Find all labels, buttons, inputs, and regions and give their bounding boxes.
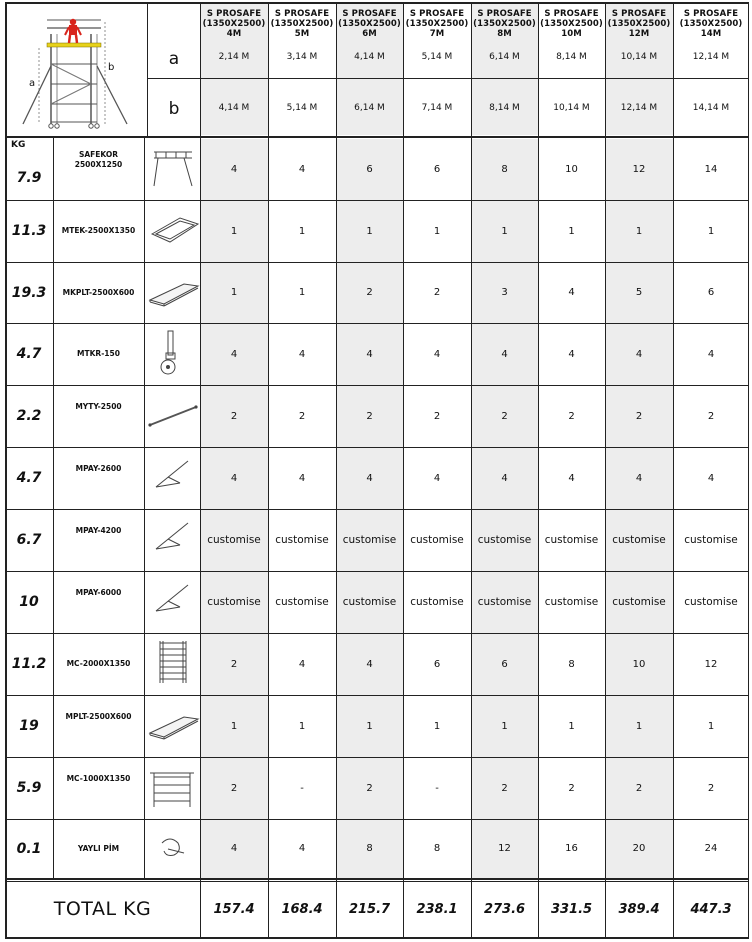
quantity-cell: 2 — [707, 782, 715, 794]
part-code — [53, 765, 144, 793]
quantity-cell: 4 — [230, 348, 238, 360]
quantity-cell: 4 — [230, 843, 238, 854]
total-column-line — [605, 880, 606, 938]
quantity-cell: customise — [342, 534, 397, 546]
column-header-line: (1350X2500) — [679, 19, 743, 29]
height-b-value: 8,14 M — [489, 103, 520, 113]
platform-frame-icon-svg — [146, 204, 200, 258]
header-column-line — [336, 2, 337, 136]
part-code — [53, 517, 144, 545]
quantity-cell: 4 — [433, 348, 441, 360]
quantity-cell: customise — [612, 596, 666, 608]
total-top-rule — [5, 878, 749, 880]
quantity-cell: 2 — [707, 410, 715, 422]
ladder-frame-icon-svg — [146, 637, 200, 691]
quantity-cell: 10 — [632, 658, 646, 670]
header-divider-diagram — [147, 2, 148, 136]
quantity-cell: 1 — [230, 720, 238, 732]
quantity-cell: 1 — [568, 225, 575, 237]
part-weight-kg: 7.9 — [16, 170, 42, 186]
quantity-cell: 4 — [501, 348, 508, 360]
row-line — [5, 819, 749, 820]
column-header-line: S PROSAFE — [544, 9, 599, 19]
platform-frame-icon — [146, 204, 200, 258]
part-code-line: MYTY-2500 — [75, 402, 122, 411]
header-column-line — [538, 2, 539, 136]
column-header-line: 5M — [294, 29, 310, 39]
column-header — [403, 5, 471, 43]
quantity-cell: customise — [342, 596, 397, 608]
height-b-value: 10,14 M — [553, 103, 590, 113]
quantity-cell: 2 — [501, 782, 508, 794]
part-code-line: YAYLI PİM — [77, 843, 120, 853]
part-code — [53, 455, 144, 483]
column-header-line: (1350X2500) — [202, 19, 266, 29]
row-line — [5, 200, 749, 201]
part-code-line: MC-1000X1350 — [66, 774, 131, 783]
column-header — [268, 5, 336, 43]
column-header-line: S PROSAFE — [477, 9, 532, 19]
part-code-line: MTEK-2500X1350 — [61, 226, 136, 235]
stabilizer-icon-svg — [146, 451, 200, 505]
column-header-line: 7M — [429, 29, 445, 39]
table-border-bottom — [5, 937, 749, 939]
quantity-cell: 14 — [704, 163, 718, 175]
column-header — [336, 5, 403, 43]
quantity-cell: 1 — [298, 720, 306, 732]
quantity-cell: 2 — [635, 782, 643, 794]
quantity-cell: 1 — [635, 720, 643, 732]
column-header-line: 6M — [362, 29, 377, 39]
quantity-cell: 1 — [707, 225, 715, 237]
quantity-cell: customise — [275, 596, 329, 608]
quantity-cell: 2 — [230, 410, 238, 422]
header-bottom-rule — [5, 136, 749, 138]
stabilizer-icon — [146, 575, 200, 629]
row-line — [5, 571, 749, 572]
quantity-cell: 6 — [433, 163, 441, 175]
part-code — [53, 262, 144, 323]
part-weight-kg: 5.9 — [16, 780, 42, 796]
height-b-value: 7,14 M — [421, 103, 453, 113]
data-column-line — [403, 138, 404, 878]
part-code — [53, 323, 144, 385]
column-header-line: S PROSAFE — [206, 9, 262, 19]
quantity-cell: 4 — [298, 658, 306, 670]
diagram-label-b: b — [108, 62, 115, 73]
row-line — [5, 447, 749, 448]
frame-with-guardrail-icon-svg — [146, 142, 200, 196]
part-code — [53, 819, 144, 878]
row-label-a: a — [168, 49, 180, 69]
quantity-cell: 8 — [366, 843, 373, 854]
row-line — [5, 385, 749, 386]
quantity-cell: 4 — [230, 163, 238, 175]
column-header-line: 12M — [628, 29, 650, 39]
header-column-line — [673, 2, 674, 136]
row-line — [5, 323, 749, 324]
total-kg-value: 331.5 — [550, 901, 593, 917]
total-kg-value: 215.7 — [348, 901, 391, 917]
quantity-cell: 1 — [707, 720, 715, 732]
quantity-cell: 2 — [568, 782, 575, 794]
data-column-line — [336, 138, 337, 878]
height-a-value: 2,14 M — [218, 52, 250, 62]
castor-wheel-icon — [146, 327, 200, 381]
part-code — [53, 633, 144, 695]
part-weight-kg: 0.1 — [16, 840, 42, 857]
frame-with-guardrail-icon — [146, 142, 200, 196]
height-b-value: 14,14 M — [692, 103, 730, 113]
part-code — [53, 200, 144, 262]
quantity-cell: 8 — [568, 658, 575, 670]
part-code-line: MKPLT-2500X600 — [62, 287, 135, 297]
part-weight-kg: 4.7 — [16, 346, 42, 362]
total-top-rule-inner — [5, 881, 749, 882]
quantity-cell: 1 — [568, 720, 575, 732]
total-kg-value: 157.4 — [213, 901, 255, 917]
stabilizer-icon-svg — [146, 513, 200, 567]
row-line — [5, 262, 749, 263]
total-kg-value: 238.1 — [416, 901, 458, 917]
quantity-cell: 4 — [230, 472, 238, 484]
header-column-line — [268, 2, 269, 136]
part-code — [53, 393, 144, 421]
quantity-cell: 8 — [433, 843, 441, 854]
quantity-cell: 1 — [433, 720, 441, 732]
quantity-cell: 4 — [635, 472, 643, 484]
quantity-cell: 1 — [230, 225, 238, 237]
column-header-line: 10M — [561, 29, 582, 39]
data-column-line — [268, 138, 269, 878]
quantity-cell: 12 — [704, 658, 718, 670]
short-frame-icon — [146, 761, 200, 815]
quantity-cell: 4 — [366, 348, 373, 360]
height-a-value: 10,14 M — [620, 52, 658, 62]
column-header-line: (1350X2500) — [607, 19, 671, 29]
quantity-cell: 2 — [433, 287, 441, 298]
part-weight-kg: 11.2 — [11, 656, 47, 672]
total-column-line — [471, 880, 472, 938]
total-column-line — [200, 880, 201, 938]
data-column-line — [471, 138, 472, 878]
quantity-cell: customise — [410, 596, 464, 608]
quantity-cell: 3 — [501, 287, 508, 298]
total-column-line — [538, 880, 539, 938]
quantity-cell: 4 — [635, 348, 643, 360]
quantity-cell: customise — [477, 534, 532, 546]
stabilizer-icon-svg — [146, 575, 200, 629]
column-header — [673, 5, 749, 43]
quantity-cell: 2 — [366, 782, 373, 794]
column-header-line: (1350X2500) — [405, 19, 469, 29]
table-border-left — [5, 2, 7, 938]
column-header — [200, 5, 268, 43]
column-header-line: S PROSAFE — [274, 9, 330, 19]
part-weight-kg: 10 — [19, 594, 39, 610]
row-label-b: b — [168, 99, 180, 119]
height-a-value: 6,14 M — [489, 52, 520, 62]
quantity-cell: - — [300, 782, 304, 794]
column-header-line: (1350X2500) — [540, 19, 603, 29]
part-code-line: MC-2000X1350 — [66, 659, 131, 668]
part-code — [53, 579, 144, 607]
quantity-cell: 1 — [433, 225, 441, 237]
part-code-line: 2500X1250 — [74, 160, 123, 169]
part-code-line: MTKR-150 — [77, 349, 120, 358]
height-a-value: 3,14 M — [286, 52, 318, 62]
quantity-cell: 4 — [707, 472, 715, 484]
part-code-line: MPAY-2600 — [75, 464, 122, 473]
column-header-line: (1350X2500) — [338, 19, 401, 29]
quantity-cell: 4 — [366, 658, 373, 670]
total-column-line — [336, 880, 337, 938]
code-column-line — [144, 138, 145, 878]
platform-board-icon-svg — [146, 266, 200, 319]
quantity-cell: 2 — [366, 410, 373, 422]
quantity-cell: 6 — [707, 287, 715, 298]
stabilizer-icon — [146, 451, 200, 505]
height-a-value: 12,14 M — [692, 52, 730, 62]
quantity-cell: customise — [544, 534, 599, 546]
total-kg-label: TOTAL KG — [53, 898, 152, 920]
platform-board-icon-svg — [146, 699, 200, 753]
row-line — [5, 509, 749, 510]
column-header-line: (1350X2500) — [473, 19, 536, 29]
quantity-cell: 4 — [568, 348, 575, 360]
quantity-cell: 5 — [635, 287, 643, 298]
column-header-line: S PROSAFE — [409, 9, 465, 19]
quantity-cell: 4 — [298, 472, 306, 484]
quantity-cell: 8 — [501, 163, 508, 175]
spring-pin-icon — [146, 823, 200, 874]
castor-wheel-icon-svg — [146, 327, 200, 381]
part-weight-kg: 4.7 — [16, 470, 42, 486]
quantity-cell: 1 — [501, 720, 508, 732]
spring-pin-icon-svg — [146, 823, 200, 874]
quantity-cell: 2 — [298, 410, 306, 422]
quantity-cell: 2 — [568, 410, 575, 422]
quantity-cell: 2 — [230, 782, 238, 794]
quantity-cell: customise — [207, 596, 261, 608]
column-header-line: 4M — [226, 29, 242, 39]
total-column-line — [268, 880, 269, 938]
column-header-line: 8M — [497, 29, 512, 39]
quantity-cell: customise — [207, 534, 261, 546]
quantity-cell: 4 — [501, 472, 508, 484]
quantity-cell: 2 — [366, 287, 373, 298]
part-weight-kg: 6.7 — [16, 532, 42, 548]
height-a-value: 4,14 M — [354, 52, 385, 62]
total-kg-value: 447.3 — [690, 901, 732, 917]
data-column-line — [605, 138, 606, 878]
quantity-cell: 1 — [501, 225, 508, 237]
quantity-cell: customise — [544, 596, 599, 608]
part-weight-kg: 19.3 — [11, 284, 47, 301]
row-line — [5, 757, 749, 758]
part-weight-kg: 11.3 — [11, 223, 47, 239]
kg-column-label: KG — [11, 140, 26, 150]
quantity-cell: customise — [612, 534, 666, 546]
quantity-cell: 4 — [298, 348, 306, 360]
header-column-line — [403, 2, 404, 136]
height-b-value: 4,14 M — [218, 103, 250, 113]
quantity-cell: customise — [275, 534, 329, 546]
part-weight-kg: 19 — [19, 718, 39, 734]
total-kg-value: 273.6 — [483, 901, 526, 917]
part-code-line: MPAY-4200 — [75, 526, 122, 535]
platform-board-icon — [146, 699, 200, 753]
column-header-line: (1350X2500) — [270, 19, 334, 29]
quantity-cell: 4 — [298, 163, 306, 175]
short-frame-icon-svg — [146, 761, 200, 815]
quantity-cell: customise — [684, 596, 738, 608]
quantity-cell: 6 — [366, 163, 373, 175]
quantity-cell: customise — [684, 534, 738, 546]
quantity-cell: 4 — [568, 472, 575, 484]
column-header — [471, 5, 538, 43]
row-line — [5, 695, 749, 696]
total-kg-value: 168.4 — [281, 901, 323, 917]
quantity-cell: 16 — [565, 843, 578, 854]
column-header-line: S PROSAFE — [342, 9, 397, 19]
horizontal-brace-icon-svg — [146, 389, 200, 443]
quantity-cell: 24 — [704, 843, 718, 854]
quantity-cell: - — [435, 782, 439, 794]
total-column-line — [673, 880, 674, 938]
header-column-line — [605, 2, 606, 136]
quantity-cell: customise — [410, 534, 464, 546]
part-code-line: MPLT-2500X600 — [65, 712, 132, 721]
quantity-cell: customise — [477, 596, 532, 608]
data-column-line — [538, 138, 539, 878]
table-border-right — [748, 2, 750, 938]
height-b-value: 6,14 M — [354, 103, 385, 113]
part-weight-kg: 2.2 — [16, 408, 42, 424]
height-a-value: 8,14 M — [556, 52, 587, 62]
quantity-cell: 2 — [433, 410, 441, 422]
quantity-cell: 1 — [366, 720, 373, 732]
part-code-line: SAFEKOR — [78, 150, 119, 159]
column-header-line: S PROSAFE — [683, 9, 739, 19]
platform-board-icon — [146, 266, 200, 319]
quantity-cell: 10 — [565, 163, 578, 175]
column-header — [538, 5, 605, 43]
total-kg-value: 389.4 — [618, 901, 660, 917]
kg-column-line — [53, 138, 54, 878]
ladder-frame-icon — [146, 637, 200, 691]
scaffold-diagram-svg — [5, 6, 145, 132]
quantity-cell: 2 — [635, 410, 643, 422]
part-code — [53, 703, 144, 731]
scaffold-diagram — [5, 6, 145, 132]
quantity-cell: 6 — [501, 658, 508, 670]
quantity-cell: 4 — [568, 287, 575, 298]
quantity-cell: 1 — [635, 225, 643, 237]
column-header-line: S PROSAFE — [611, 9, 667, 19]
quantity-cell: 12 — [498, 843, 511, 854]
quantity-cell: 4 — [366, 472, 373, 484]
quantity-cell: 1 — [230, 287, 238, 298]
part-code — [53, 146, 144, 174]
total-column-line — [403, 880, 404, 938]
quantity-cell: 4 — [707, 348, 715, 360]
height-b-value: 5,14 M — [286, 103, 318, 113]
stabilizer-icon — [146, 513, 200, 567]
quantity-cell: 4 — [298, 843, 306, 854]
data-column-line — [673, 138, 674, 878]
horizontal-brace-icon — [146, 389, 200, 443]
column-header — [605, 5, 673, 43]
table-border-top — [5, 2, 749, 4]
quantity-cell: 1 — [298, 287, 306, 298]
quantity-cell: 20 — [632, 843, 646, 854]
header-column-line — [471, 2, 472, 136]
height-a-value: 5,14 M — [421, 52, 453, 62]
row-line — [5, 633, 749, 634]
quantity-cell: 1 — [366, 225, 373, 237]
quantity-cell: 2 — [501, 410, 508, 422]
quantity-cell: 6 — [433, 658, 441, 670]
quantity-cell: 4 — [433, 472, 441, 484]
quantity-cell: 1 — [298, 225, 306, 237]
height-b-value: 12,14 M — [620, 103, 658, 113]
part-code-line: MPAY-6000 — [75, 588, 122, 597]
column-header-line: 14M — [700, 29, 722, 39]
data-column-line — [200, 138, 201, 878]
header-divider-ab — [147, 78, 749, 79]
diagram-label-a: a — [29, 78, 36, 89]
quantity-cell: 2 — [230, 658, 238, 670]
quantity-cell: 12 — [632, 163, 646, 175]
header-column-line — [200, 2, 201, 136]
